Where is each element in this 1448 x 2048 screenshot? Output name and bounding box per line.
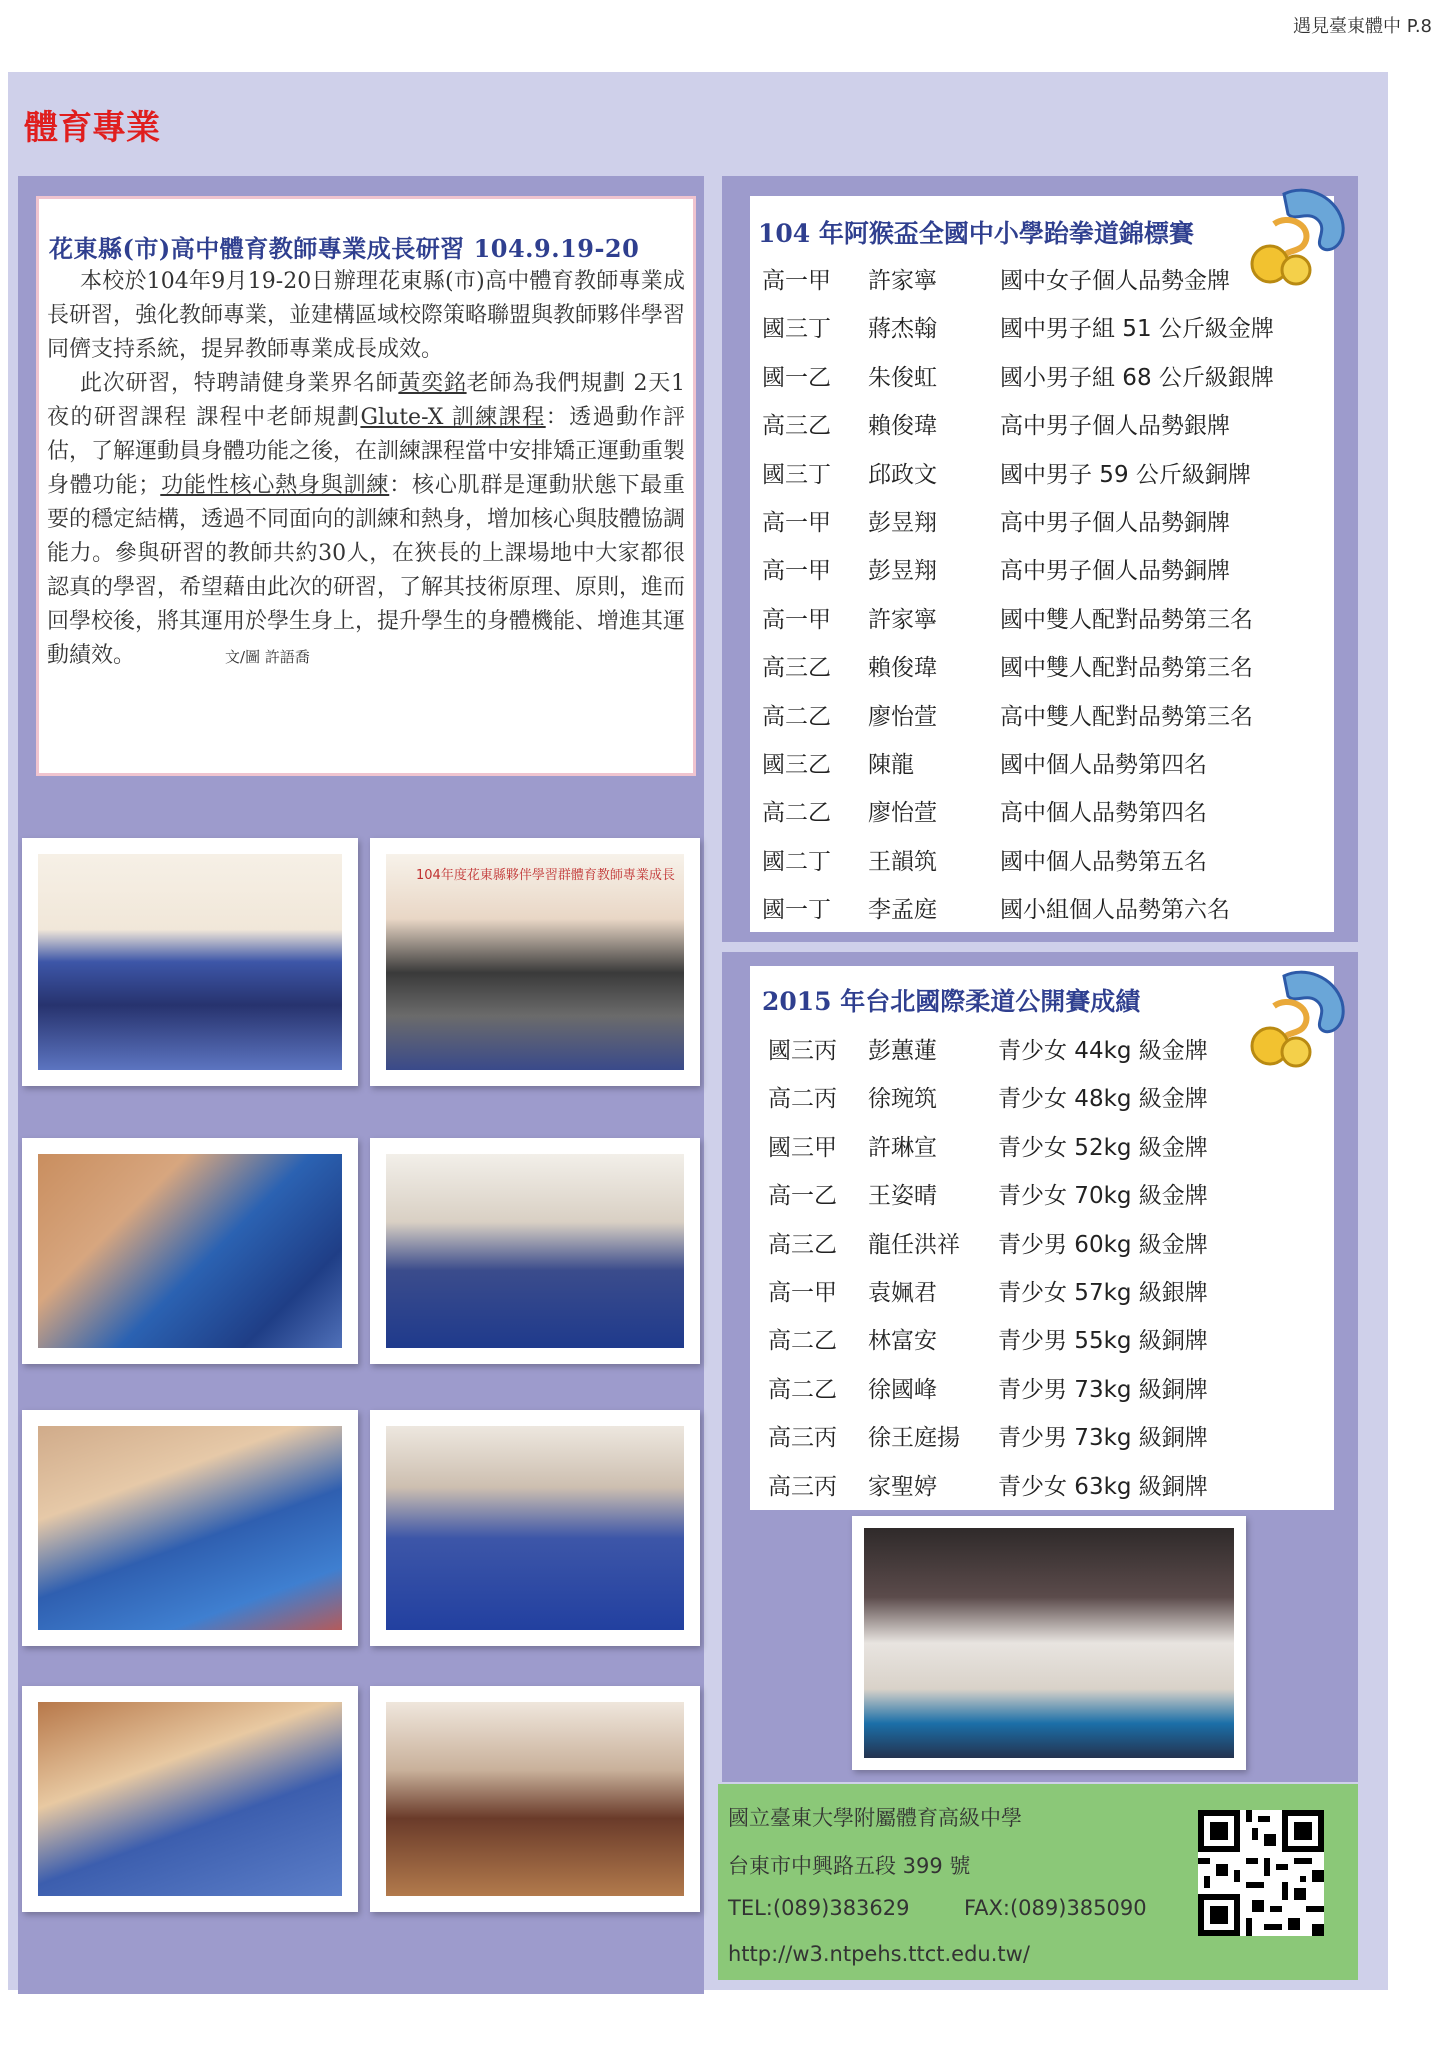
crawl-exercise-photo — [38, 1702, 342, 1896]
photo-card — [370, 838, 700, 1086]
award-cell: 青少女 44kg 級金牌 — [998, 1038, 1208, 1064]
award-cell: 青少男 73kg 級銅牌 — [998, 1376, 1208, 1403]
result-row — [768, 1129, 1328, 1177]
school-name: 國立臺東大學附屬體育高級中學 — [728, 1806, 1022, 1830]
result-row — [762, 891, 1322, 939]
class-cell: 國三丁 — [762, 316, 831, 343]
award-cell: 國中雙人配對品勢第三名 — [1000, 606, 1253, 633]
fax: FAX:(089)385090 — [964, 1896, 1147, 1920]
award-cell: 國中女子個人品勢金牌 — [1000, 268, 1230, 294]
award-cell: 高中個人品勢第四名 — [1000, 800, 1207, 827]
taekwondo-title: 104 年阿猴盃全國中小學跆拳道錦標賽 — [758, 219, 1194, 248]
page-number: 遇見臺東體中 P.8 — [1293, 16, 1432, 37]
class-cell: 國三丁 — [762, 461, 831, 488]
article-paragraph-1: 本校於104年9月19-20日辦理花東縣(市)高中體育教師專業成長研習，強化教師專業，並建構區域校際策略聯盟與教師夥伴學習同儕支持系統，提昇教師專業成長成效。 — [47, 269, 686, 362]
class-cell: 國三丙 — [768, 1038, 837, 1064]
class-cell: 高二乙 — [762, 800, 831, 827]
article-credit: 文/圖 許語喬 — [225, 648, 310, 666]
class-cell: 高一乙 — [768, 1183, 837, 1210]
student-name-cell: 廖怡萱 — [868, 703, 937, 730]
group-photo — [38, 854, 342, 1070]
photo-card — [22, 1138, 358, 1364]
award-cell: 青少女 52kg 級金牌 — [998, 1134, 1208, 1161]
article-text: ：核心肌群是運動狀態下最重要的穩定結構，透過不同面向的訓練和熱身，增加核心與肢體協調能力。參與研習的教師共約30人，在狹長的上課場地中大家都很認真的學習，希望藉由此次的研習，了解其技術原理、原則，進而回學校後，將其運用於學生身上，提升學生的身體機能、增進其運動績效。 — [47, 473, 686, 668]
photo-card — [22, 1686, 358, 1912]
photo-card — [22, 1410, 358, 1646]
result-row — [762, 601, 1322, 649]
class-cell: 高二乙 — [768, 1376, 837, 1403]
class-cell: 國二丁 — [762, 848, 831, 875]
class-cell: 高二乙 — [762, 703, 831, 730]
student-name-cell: 袁姵君 — [868, 1279, 937, 1306]
class-cell: 國一丁 — [762, 897, 831, 924]
result-row — [762, 310, 1322, 358]
student-name-cell: 朱俊虹 — [868, 364, 937, 391]
core-training-name: 功能性核心熱身與訓練 — [160, 473, 390, 498]
result-row — [762, 359, 1322, 407]
student-name-cell: 林富安 — [868, 1328, 937, 1355]
class-cell: 高三乙 — [762, 655, 831, 682]
award-cell: 青少男 60kg 級金牌 — [998, 1231, 1208, 1258]
student-name-cell: 許家寧 — [868, 606, 937, 633]
article-text: 此次研習，特聘請健身業界名師 — [80, 371, 399, 396]
class-cell: 國三乙 — [762, 751, 831, 778]
award-cell: 國中男子 59 公斤級銅牌 — [1000, 461, 1251, 488]
school-contact-footer — [718, 1784, 1358, 1980]
student-name-cell: 徐琬筑 — [868, 1086, 937, 1113]
taekwondo-results-list — [762, 262, 1322, 939]
student-name-cell: 邱政文 — [868, 461, 937, 488]
article-paragraph-2 — [47, 367, 685, 674]
award-cell: 高中男子個人品勢銀牌 — [1000, 413, 1230, 440]
class-cell: 高一甲 — [762, 558, 831, 585]
judo-team-photo — [864, 1528, 1234, 1758]
floor-exercise-photo — [386, 1154, 684, 1348]
award-cell: 高中男子個人品勢銅牌 — [1000, 509, 1230, 536]
photo-card — [852, 1516, 1246, 1770]
student-name-cell: 徐國峰 — [868, 1376, 937, 1403]
result-row — [762, 552, 1322, 600]
student-name-cell: 許家寧 — [868, 268, 937, 294]
result-row — [768, 1226, 1328, 1274]
judo-title: 2015 年台北國際柔道公開賽成績 — [762, 987, 1141, 1016]
result-row — [768, 1032, 1328, 1080]
photo-card — [370, 1686, 700, 1912]
result-row — [762, 504, 1322, 552]
article-text: 老師為我們規劃 2天1夜的研習課程 課程中老師規劃 — [47, 371, 685, 430]
result-row — [768, 1322, 1328, 1370]
instructor-name: 黃奕銘 — [398, 371, 467, 396]
class-cell: 國三甲 — [768, 1134, 837, 1161]
school-address: 台東市中興路五段 399 號 — [728, 1854, 971, 1878]
article-body — [47, 265, 685, 674]
plank-training-photo — [38, 1154, 342, 1348]
student-name-cell: 蔣杰翰 — [868, 316, 937, 343]
result-row — [768, 1274, 1328, 1322]
class-cell: 高二丙 — [768, 1086, 837, 1113]
section-title: 體育專業 — [24, 108, 160, 148]
result-row — [762, 746, 1322, 794]
student-name-cell: 賴俊瑋 — [868, 655, 937, 682]
class-cell: 高三乙 — [768, 1231, 837, 1258]
student-name-cell: 廖怡萱 — [868, 800, 937, 827]
award-cell: 青少男 55kg 級銅牌 — [998, 1328, 1208, 1355]
result-row — [762, 698, 1322, 746]
student-name-cell: 徐王庭揚 — [868, 1425, 960, 1452]
award-cell: 青少女 70kg 級金牌 — [998, 1183, 1208, 1210]
result-row — [762, 649, 1322, 697]
result-row — [768, 1177, 1328, 1225]
website-link[interactable]: http://w3.ntpehs.ttct.edu.tw/ — [728, 1942, 1030, 1966]
discussion-circle-photo — [386, 1702, 684, 1896]
result-row — [762, 843, 1322, 891]
award-cell: 國小男子組 68 公斤級銀牌 — [1000, 364, 1274, 391]
result-row — [768, 1371, 1328, 1419]
result-row — [768, 1419, 1328, 1467]
result-row — [762, 262, 1322, 310]
student-name-cell: 彭昱翔 — [868, 558, 937, 585]
result-row — [762, 794, 1322, 842]
article-title: 花東縣(市)高中體育教師專業成長研習 104.9.19-20 — [49, 234, 640, 263]
student-name-cell: 家聖婷 — [868, 1473, 937, 1500]
student-name-cell: 王姿晴 — [868, 1183, 937, 1210]
student-name-cell: 彭昱翔 — [868, 509, 937, 536]
judo-results-list — [768, 1032, 1328, 1516]
student-name-cell: 許琳宣 — [868, 1134, 937, 1161]
student-name-cell: 陳龍 — [868, 751, 914, 778]
class-cell: 高三丙 — [768, 1425, 837, 1452]
award-cell: 高中男子個人品勢銅牌 — [1000, 558, 1230, 585]
telephone: TEL:(089)383629 — [728, 1896, 910, 1920]
lecture-photo — [386, 854, 684, 1070]
class-cell: 高三丙 — [768, 1473, 837, 1500]
award-cell: 青少女 63kg 級銅牌 — [998, 1473, 1208, 1500]
class-cell: 高二乙 — [768, 1328, 837, 1355]
result-row — [762, 456, 1322, 504]
result-row — [768, 1080, 1328, 1128]
award-cell: 國中個人品勢第四名 — [1000, 751, 1207, 778]
article-box — [36, 196, 696, 776]
student-name-cell: 王韻筑 — [868, 848, 937, 875]
photo-banner-text: 104年度花東縣夥伴學習群體育教師專業成長 — [416, 868, 675, 883]
course-name: Glute-X 訓練課程 — [360, 405, 546, 430]
demonstration-photo — [386, 1426, 684, 1630]
award-cell: 青少男 73kg 級銅牌 — [998, 1425, 1208, 1452]
award-cell: 青少女 57kg 級銀牌 — [998, 1279, 1208, 1306]
award-cell: 青少女 48kg 級金牌 — [998, 1086, 1208, 1113]
class-cell: 高三乙 — [762, 413, 831, 440]
photo-card — [370, 1410, 700, 1646]
student-name-cell: 李孟庭 — [868, 897, 937, 924]
award-cell: 高中雙人配對品勢第三名 — [1000, 703, 1253, 730]
student-name-cell: 彭蕙蓮 — [868, 1038, 937, 1064]
result-row — [762, 407, 1322, 455]
photo-card — [370, 1138, 700, 1364]
qr-code-icon[interactable] — [1198, 1810, 1324, 1936]
class-cell: 高一甲 — [762, 268, 831, 294]
partner-stretch-photo — [38, 1426, 342, 1630]
result-row — [768, 1468, 1328, 1516]
class-cell: 國一乙 — [762, 364, 831, 391]
class-cell: 高一甲 — [762, 606, 831, 633]
class-cell: 高一甲 — [768, 1279, 837, 1306]
student-name-cell: 龍任洪祥 — [868, 1231, 960, 1258]
article-text: ：透過動作評估，了解運動員身體功能之後，在訓練課程當中安排矯正運動重製身體功能； — [47, 405, 686, 498]
award-cell: 國小組個人品勢第六名 — [1000, 897, 1230, 924]
award-cell: 國中雙人配對品勢第三名 — [1000, 655, 1253, 682]
award-cell: 國中男子組 51 公斤級金牌 — [1000, 316, 1274, 343]
photo-card — [22, 838, 358, 1086]
student-name-cell: 賴俊瑋 — [868, 413, 937, 440]
award-cell: 國中個人品勢第五名 — [1000, 848, 1207, 875]
class-cell: 高一甲 — [762, 509, 831, 536]
